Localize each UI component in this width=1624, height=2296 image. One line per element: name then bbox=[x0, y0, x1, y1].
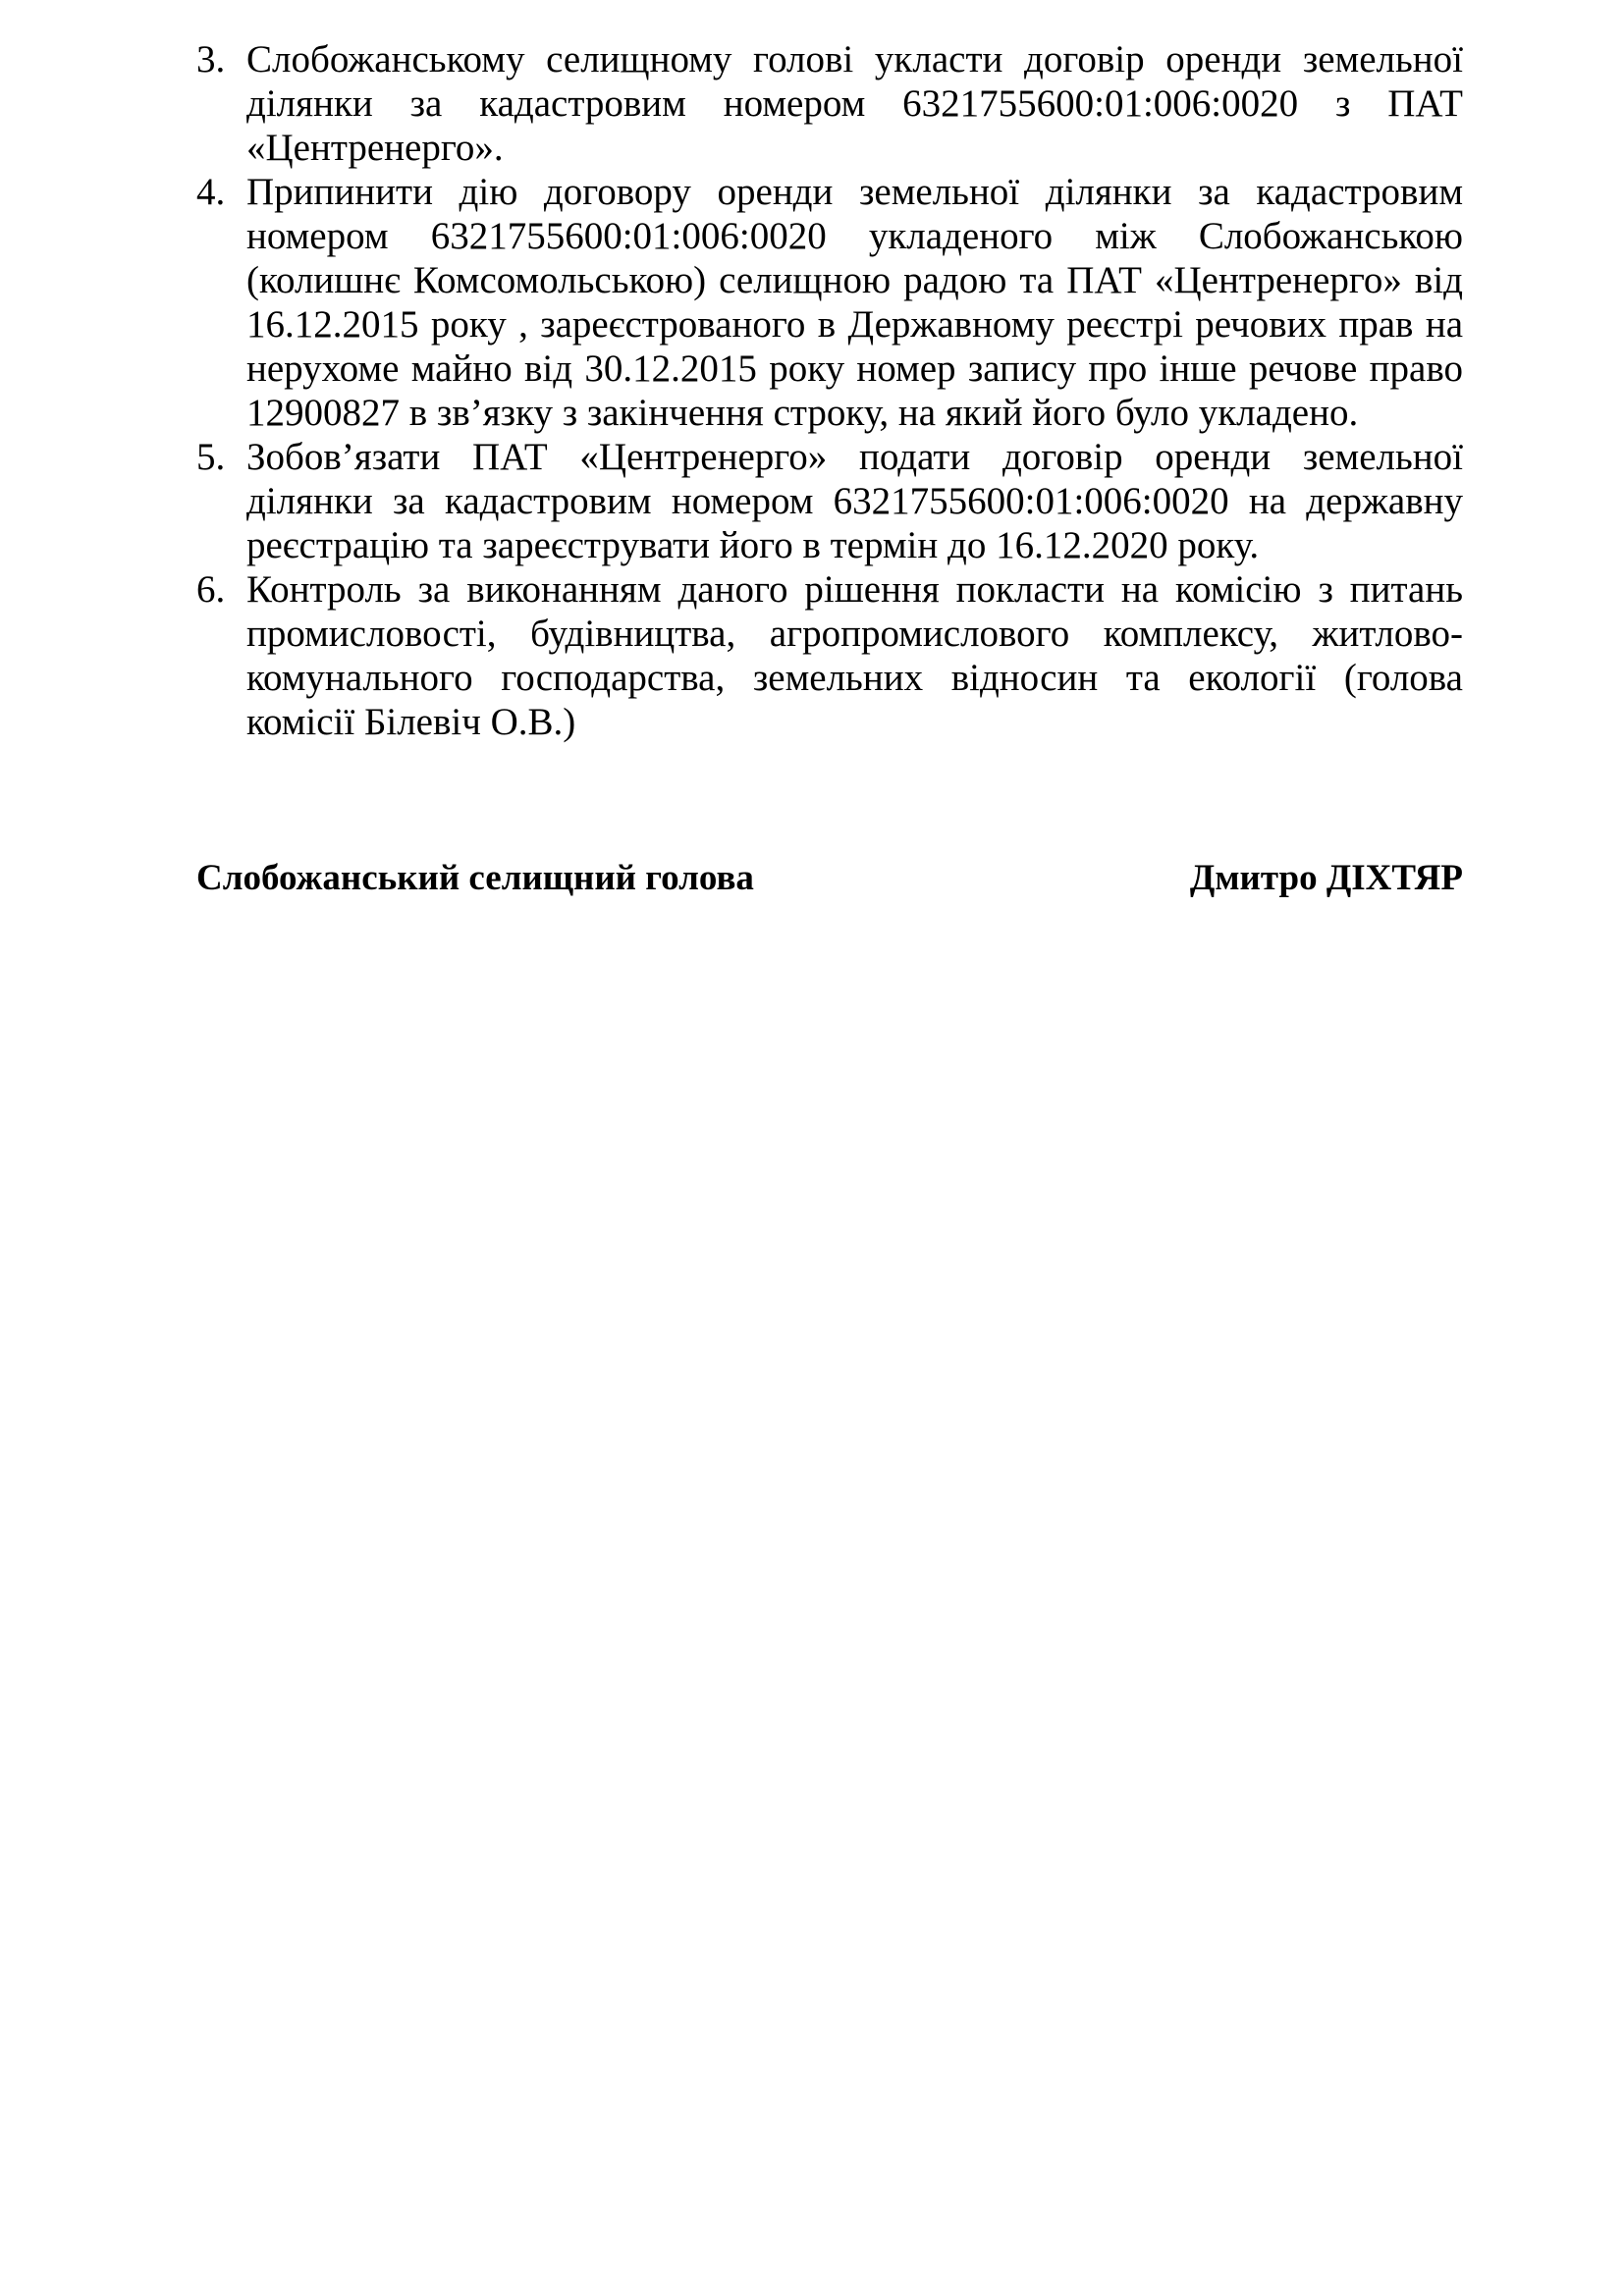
item-number: 4. bbox=[196, 171, 226, 213]
decision-item-5 bbox=[196, 435, 1463, 567]
item-number: 6. bbox=[196, 568, 226, 611]
item-text: Слобожанському селищному голові укласти договір оренди земельної ділянки за кадастровим номером 6321755600:01:006:0020 з ПАТ «Центренерго». bbox=[246, 38, 1463, 169]
decision-item-6 bbox=[196, 567, 1463, 744]
item-number: 5. bbox=[196, 436, 226, 478]
item-text: Зобов’язати ПАТ «Центренерго» подати договір оренди земельної ділянки за кадастровим номером 6321755600:01:006:0020 на державну реєстрацію та зареєструвати його в термін до 16.12.2020 року. bbox=[246, 436, 1463, 566]
decision-items-list bbox=[196, 37, 1463, 744]
decision-item-4 bbox=[196, 170, 1463, 435]
signature-block bbox=[196, 854, 1463, 903]
item-text: Припинити дію договору оренди земельної ділянки за кадастровим номером 6321755600:01:006:0020 укладеного між Слобожанською (колишнє Комсомольською) селищною радою та ПАТ «Центренерго» від 16.12.2015 року , зареєстрованого в Державному реєстрі речових прав на нерухоме майно від 30.12.2015 року номер запису про інше речове право 12900827 в зв’язку з закінчення строку, на який його було укладено. bbox=[246, 171, 1463, 434]
decision-item-3 bbox=[196, 37, 1463, 170]
signatory-title: Слобожанський селищний голова bbox=[196, 858, 754, 898]
item-number: 3. bbox=[196, 38, 226, 80]
signatory-name: Дмитро ДІХТЯР bbox=[1189, 858, 1463, 898]
item-text: Контроль за виконанням даного рішення покласти на комісію з питань промисловості, будівництва, агропромислового комплексу, житлово-комунального господарства, земельних відносин та екології (голова комісії Білевіч О.В.) bbox=[246, 568, 1463, 743]
